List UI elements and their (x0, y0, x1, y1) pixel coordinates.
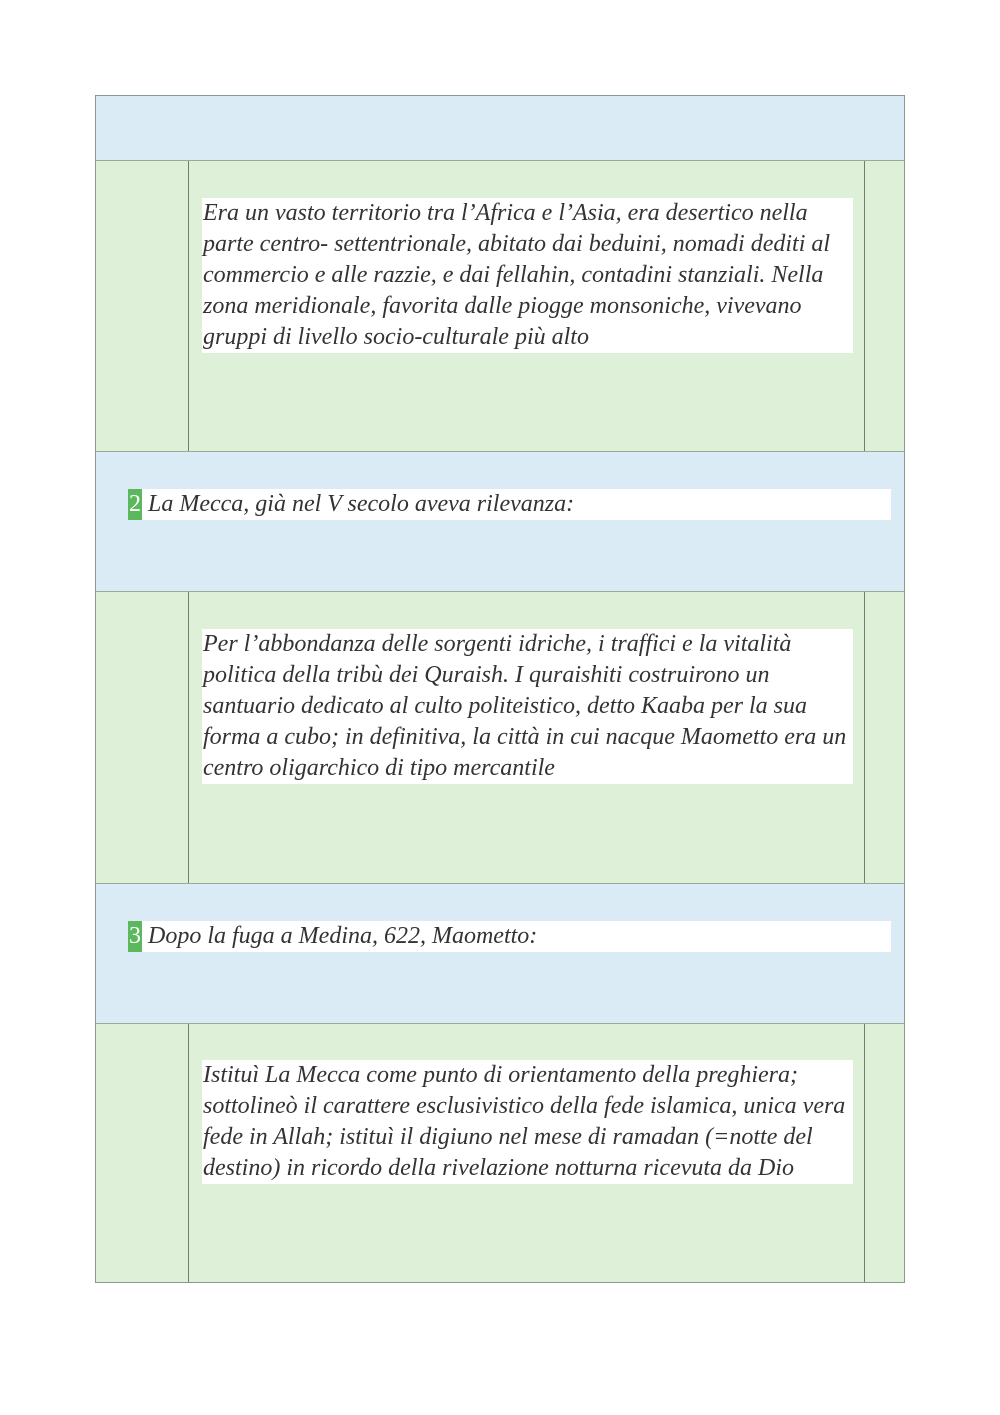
question-label-3: Dopo la fuga a Medina, 622, Maometto: (148, 923, 538, 949)
question-row-2 (96, 452, 904, 592)
question-text-3 (128, 921, 891, 952)
answer-text-3: Istituì La Mecca come punto di orientamento della preghiera; sottolineò il carattere esclusivistico della fede islamica, unica vera fede in Allah; istituì il digiuno nel mese di ramadan (=notte del destino) in ricordo della rivelazione notturna ricevuta da Dio (202, 1060, 853, 1184)
question-row-3 (96, 884, 904, 1024)
question-text-2 (128, 489, 891, 520)
answer-row-1 (96, 161, 904, 452)
quiz-table (95, 95, 905, 1283)
question-row-1 (96, 96, 904, 161)
question-number-2: 2 (128, 489, 142, 520)
answer-text-1: Era un vasto territorio tra l’Africa e l’Asia, era desertico nella parte centro- settentrionale, abitato dai beduini, nomadi dediti al commercio e alle razzie, e dai fellahin, contadini stanziali. Nella zona meridionale, favorita dalle piogge monsoniche, vivevano gruppi di livello socio-culturale più alto (202, 198, 853, 353)
answer-row-3 (96, 1024, 904, 1282)
question-number-3: 3 (128, 921, 142, 952)
answer-text-2: Per l’abbondanza delle sorgenti idriche, i traffici e la vitalità politica della tribù dei Quraish. I quraishiti costruirono un santuario dedicato al culto politeistico, detto Kaaba per la sua forma a cubo; in definitiva, la città in cui nacque Maometto era un centro oligarchico di tipo mercantile (202, 629, 853, 784)
question-label-2: La Mecca, già nel V secolo aveva rilevanza: (148, 491, 575, 517)
answer-row-2 (96, 592, 904, 884)
